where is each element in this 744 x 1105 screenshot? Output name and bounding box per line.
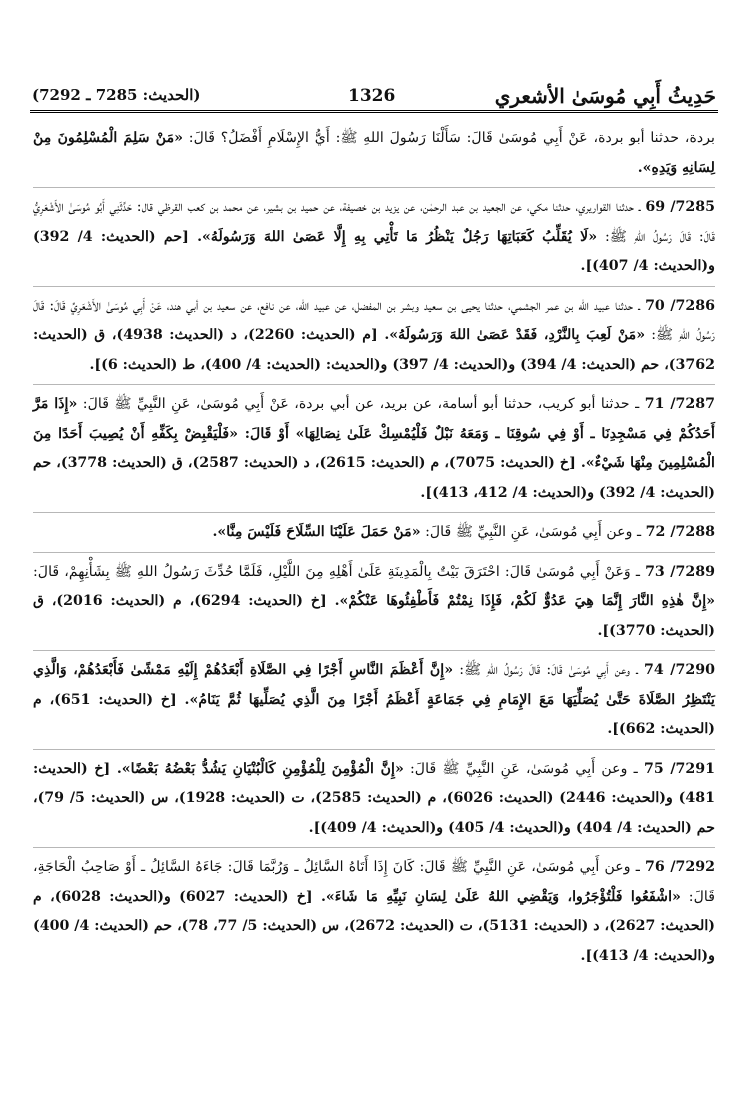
entry-separator	[33, 512, 715, 513]
entry-separator	[33, 552, 715, 553]
hadith-number: 7288/ 72	[645, 524, 715, 540]
hadith-references: [خ (الحديث: 481) و(الحديث: 2446) (الحديث: 6026)، م (الحديث: 2585)، ت (الحديث: 1928)، س (الحديث: 5/ 79)، حم (الحديث: 4/ 404) و(الحديث: 4/ 405) و(الحديث: 4/ 409)].	[33, 760, 716, 836]
hadith-chain: بردة، حدثنا أبو بردة، عَنْ أَبِي مُوسَىٰ قَالَ: سَأَلْنَا رَسُولَ اللهِ ﷺ: أَيُّ الإِسْلَامِ أَفْضَلُ؟ قَالَ:	[183, 130, 715, 146]
page-body	[33, 124, 715, 971]
hadith-chain: ـ حدثنا أبو كريب، حدثنا أبو أسامة، عن بريد، عن أبي بردة، عَنْ أَبِي مُوسَىٰ، عَنِ النَّبِيِّ ﷺ قَالَ:	[77, 396, 645, 412]
hadith-chain: ـ وعن أَبِي مُوسَىٰ، عَنِ النَّبِيِّ ﷺ قَالَ: كَانَ إِذَا أَتَاهُ السَّائِلُ ـ وَرُبَّمَا قَالَ: جَاءَهُ السَّائِلُ ـ أَوْ صَاحِبُ الْحَاجَةِ، قَالَ:	[33, 859, 715, 905]
hadith-references: [خ (الحديث: 6294)، م (الحديث: 2016)، ق (الحديث: 3770)].	[33, 593, 715, 639]
hadith-number: 7292/ 76	[645, 859, 715, 875]
header-rule	[30, 110, 718, 113]
hadith-number: 7289/ 73	[645, 563, 715, 580]
hadith-references: [خ (الحديث: 6027) و(الحديث: 6028)، م (الحديث: 2627)، د (الحديث: 5131)، ت (الحديث: 2672)، س (الحديث: 5/ 77، 78)، حم (الحديث: 4/ 400) و(الحديث: 4/ 413)].	[33, 888, 715, 964]
hadith-text: «مَنْ لَعِبَ بِالنَّرْدِ، فَقَدْ عَصَىٰ اللهَ وَرَسُولَهُ».	[384, 327, 646, 343]
hadith-entry	[33, 193, 715, 282]
hadith-references: [خ (الحديث: 7075)، م (الحديث: 2615)، د (الحديث: 2587)، ق (الحديث: 3778)، حم (الحديث: 4/ 392) و(الحديث: 4/ 412، 413)].	[33, 455, 715, 501]
entry-separator	[33, 847, 715, 848]
hadith-range: (الحديث: 7285 ـ 7292)	[32, 86, 201, 104]
hadith-text: «مَنْ سَلِمَ الْمُسْلِمُونَ مِنْ لِسَانِهِ وَيَدِهِ».	[33, 130, 715, 176]
entry-separator	[33, 749, 715, 750]
hadith-text: «مَنْ حَمَلَ عَلَيْنَا السِّلَاحَ فَلَيْسَ مِنَّا».	[212, 524, 421, 540]
hadith-chain: ـ وعن أَبِي مُوسَىٰ قَالَ: قَالَ رَسُولُ اللهِ ﷺ:	[453, 662, 644, 678]
hadith-text: «إِنَّ الْمُؤْمِنَ لِلْمُؤْمِنِ كَالْبُنْيَانِ يَشُدُّ بَعْضُهُ بَعْضًا».	[116, 760, 404, 777]
hadith-entry	[33, 292, 715, 381]
hadith-entry	[33, 558, 715, 647]
hadith-references: [م (الحديث: 2260)، د (الحديث: 4938)، ق (الحديث: 3762)، حم (الحديث: 4/ 394) و(الحديث: 4/ 397) و(الحديث: (الحديث: 4/ 400)، ط (الحديث: 6)].	[33, 327, 715, 373]
hadith-text: «إِنَّ أَعْظَمَ النَّاسِ أَجْرًا فِي الصَّلَاةِ أَبْعَدُهُمْ إِلَيْهِ مَمْشًىٰ فَأَبْعَدُهُمْ، وَالَّذِي يَنْتَظِرُ الصَّلَاةَ حَتَّىٰ يُصَلِّيَهَا مَعَ الإِمَامِ فِي جَمَاعَةٍ أَعْظَمُ أَجْرًا مِنَ الَّذِي يُصَلِّيهَا ثُمَّ يَنَامُ».	[33, 662, 715, 708]
hadith-number: 7286/ 70	[645, 297, 715, 314]
hadith-number: 7290/ 74	[644, 662, 715, 678]
hadith-text: «اشْفَعُوا فَلْتُؤْجَرُوا، وَيَقْضِي اللهُ عَلَىٰ لِسَانِ نَبِيِّهِ مَا شَاءَ».	[320, 888, 681, 905]
page-number: 1326	[348, 86, 396, 106]
hadith-text: «إِنَّ هٰذِهِ النَّارَ إِنَّمَا هِيَ عَدُوٌّ لَكُمْ، فَإِذَا نِمْتُمْ فَأَطْفِئُوهَا عَنْكُمْ».	[334, 593, 716, 609]
hadith-entry	[33, 656, 715, 745]
hadith-chain: ـ وعن أَبِي مُوسَىٰ، عَنِ النَّبِيِّ ﷺ قَالَ:	[403, 760, 644, 777]
hadith-chain: ـ وعن أَبِي مُوسَىٰ، عَنِ النَّبِيِّ ﷺ قَالَ:	[420, 524, 646, 540]
hadith-entry	[33, 853, 715, 971]
hadith-chain: ـ حدثنا القواريري، حدثنا مكي، عن الجعيد بن عبد الرحمٰن، عن يزيد بن خصيفة، عن حميد بن بشير، عن محمد بن كعب القرظي قال: حَدَّثَنِي أَبُو مُوسَىٰ الأَشْعَرِيُّ قَالَ: قَالَ رَسُولُ اللهِ ﷺ:	[33, 199, 716, 245]
hadith-chain: ـ حدثنا عبيد الله بن عمر الجشمي، حدثنا يحيى بن سعيد وبشر بن المفضل، عن عبيد الله، عن نافع، عن سعيد بن أبي هند، عَنْ أَبِي مُوسَىٰ الأَشْعَرِيِّ قَالَ: قَالَ رَسُولُ اللهِ ﷺ:	[33, 297, 715, 343]
hadith-text: «إِذَا مَرَّ أَحَدُكُمْ فِي مَسْجِدِنَا ـ أَوْ فِي سُوقِنَا ـ وَمَعَهُ نَبْلٌ فَلْيُمْسِكْ عَلَىٰ نِصَالِهَا» أَوْ قَالَ: «فَلْيَقْبِضْ بِكَفِّهِ أَنْ يُصِيبَ أَحَدًا مِنَ الْمُسْلِمِينَ مِنْهَا شَيْءٌ».	[33, 396, 715, 471]
hadith-references: [حم (الحديث: 4/ 392) و(الحديث: 4/ 407)].	[33, 228, 715, 274]
hadith-entry	[33, 124, 715, 183]
hadith-number: 7291/ 75	[643, 760, 716, 777]
hadith-entry	[33, 755, 715, 844]
entry-separator	[33, 650, 715, 651]
entry-separator	[33, 286, 715, 287]
hadith-number: 7287/ 71	[644, 396, 715, 412]
hadith-references: [خ (الحديث: 651)، م (الحديث: 662)].	[33, 691, 715, 737]
hadith-chain: ـ وَعَنْ أَبِي مُوسَىٰ قَالَ: احْتَرَقَ بَيْتٌ بِالْمَدِينَةِ عَلَىٰ أَهْلِهِ مِنَ اللَّيْلِ، فَلَمَّا حُدِّثَ رَسُولُ اللهِ ﷺ بِشَأْنِهِمْ، قَالَ:	[33, 563, 646, 580]
hadith-entry	[33, 518, 715, 548]
hadith-number: 7285/ 69	[645, 199, 715, 215]
running-title: حَدِيثُ أَبِي مُوسَىٰ الأشعري	[494, 84, 716, 108]
hadith-text: «لَا يُقَلِّبُ كَعَبَاتِهَا رَجُلٌ يَنْظُرُ مَا تَأْتِي بِهِ إِلَّا عَصَىٰ اللهَ وَرَسُولَهُ».	[197, 228, 598, 245]
entry-separator	[33, 384, 715, 385]
hadith-entry	[33, 390, 715, 508]
entry-separator	[33, 187, 715, 188]
page-header	[32, 84, 716, 108]
